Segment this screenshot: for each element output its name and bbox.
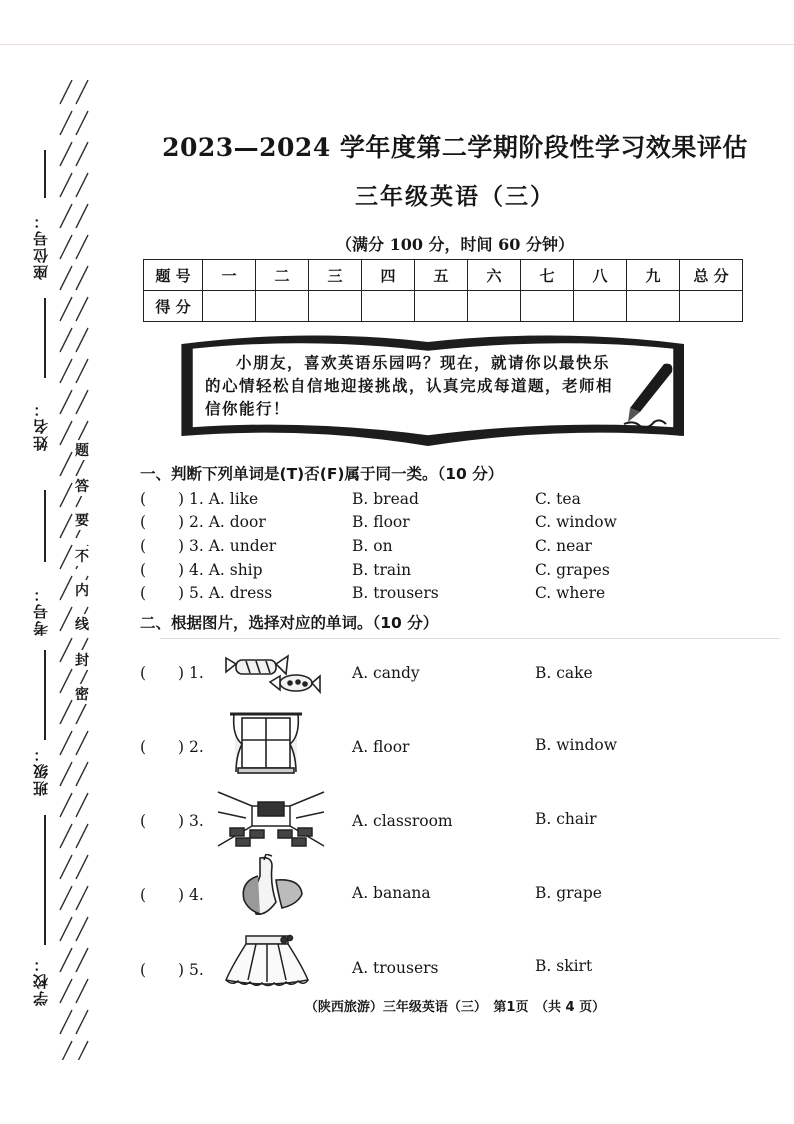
- binding-slash: [60, 421, 72, 445]
- seat-label: 座位号：: [32, 212, 50, 280]
- binding-slash: [60, 297, 72, 321]
- binding-slash: [76, 328, 88, 352]
- option-a: A. classroom: [352, 812, 453, 830]
- binding-slash: [60, 793, 72, 817]
- section-2-title: 二、根据图片，选择对应的单词。（10 分）: [140, 614, 439, 632]
- binding-slash: [60, 700, 72, 724]
- binding-slash: [76, 979, 88, 1003]
- binding-slash: [60, 390, 72, 414]
- binding-slash: [60, 452, 72, 476]
- score-cell[interactable]: [203, 291, 256, 322]
- intro-line: 小朋友，喜欢英语乐园吗？现在，就请你以最快乐: [236, 354, 611, 372]
- seal-char: 线: [73, 614, 91, 634]
- binding-slash-column: [56, 80, 96, 1060]
- binding-slash: [76, 731, 88, 755]
- score-cell[interactable]: [415, 291, 468, 322]
- answer-paren[interactable]: (: [140, 664, 147, 682]
- top-rule: [0, 44, 794, 45]
- answer-paren[interactable]: (: [140, 738, 147, 756]
- binding-slash: [76, 111, 88, 135]
- question-number: ) 5.: [178, 961, 204, 979]
- binding-slash: [60, 1010, 72, 1034]
- option-b: B. window: [535, 736, 617, 754]
- binding-slash: [60, 886, 72, 910]
- row-label: 题 号: [144, 260, 203, 291]
- binding-slash: [60, 917, 72, 941]
- exam-title: 2023—2024 学年度第二学期阶段性学习效果评估: [162, 133, 748, 162]
- question-number: ) 3.: [178, 812, 204, 830]
- score-cell[interactable]: [468, 291, 521, 322]
- binding-slash: [60, 80, 72, 104]
- banana-icon: [236, 854, 308, 920]
- answer-paren[interactable]: (: [140, 886, 147, 904]
- binding-slash: [76, 297, 88, 321]
- seal-char: 要: [73, 510, 91, 530]
- binding-slash: [60, 979, 72, 1003]
- question-option-b: B. trousers: [352, 584, 439, 602]
- column-header: 八: [574, 260, 627, 291]
- school-label: 学校：: [32, 955, 50, 1006]
- score-table: [143, 259, 743, 322]
- option-a: A. trousers: [352, 959, 439, 977]
- seal-char: 密: [73, 684, 91, 704]
- question-option-c: C. near: [535, 537, 592, 555]
- score-cell[interactable]: [627, 291, 680, 322]
- answer-paren[interactable]: (: [140, 961, 147, 979]
- score-cell[interactable]: [680, 291, 743, 322]
- binding-slash: [60, 111, 72, 135]
- binding-slash: [76, 142, 88, 166]
- option-b: B. cake: [535, 664, 593, 682]
- row-label: 得 分: [144, 291, 203, 322]
- exam-subtitle: 三年级英语（三）: [355, 183, 555, 210]
- binding-slash: [76, 359, 88, 383]
- seal-char: 不: [73, 546, 91, 566]
- school-line: [44, 815, 46, 945]
- score-cell[interactable]: [256, 291, 309, 322]
- binding-slash: [76, 917, 88, 941]
- score-table-header-row: [144, 260, 743, 291]
- name-label: 姓名：: [32, 400, 50, 451]
- binding-slash: [76, 266, 88, 290]
- question-option-a: ) 1. A. like: [178, 490, 259, 508]
- option-a: A. candy: [352, 664, 420, 682]
- question-option-b: B. on: [352, 537, 393, 555]
- seal-char: 内: [73, 580, 91, 600]
- question-option-c: C. where: [535, 584, 606, 602]
- exam-no-line: [44, 490, 46, 562]
- option-b: B. grape: [535, 884, 602, 902]
- answer-paren[interactable]: (: [140, 513, 147, 531]
- column-header: 一: [203, 260, 256, 291]
- binding-slash: [60, 855, 72, 879]
- binding-slash: [60, 514, 72, 538]
- binding-slash: [76, 1010, 88, 1034]
- binding-slash: [76, 824, 88, 848]
- binding-slash: [76, 204, 88, 228]
- column-header: 九: [627, 260, 680, 291]
- question-number: ) 1.: [178, 664, 204, 682]
- binding-slash: [60, 173, 72, 197]
- intro-line: 信你能行！: [205, 400, 291, 418]
- question-number: ) 4.: [178, 886, 204, 904]
- answer-paren[interactable]: (: [140, 490, 147, 508]
- binding-slash: [60, 204, 72, 228]
- question-number: ) 2.: [178, 738, 204, 756]
- question-option-b: B. floor: [352, 513, 410, 531]
- faint-divider: [160, 638, 780, 639]
- binding-slash: [76, 948, 88, 972]
- option-b: B. chair: [535, 810, 597, 828]
- score-cell[interactable]: [574, 291, 627, 322]
- binding-slash: [60, 669, 72, 693]
- question-option-b: B. train: [352, 561, 412, 579]
- classroom-icon: [216, 790, 326, 848]
- option-a: A. banana: [352, 884, 431, 902]
- section-1-title: 一、判断下列单词是(T)否(F)属于同一类。（10 分）: [140, 465, 504, 483]
- binding-slash: [60, 607, 72, 631]
- binding-slash: [76, 762, 88, 786]
- binding-slash: [60, 731, 72, 755]
- seal-char: 题: [73, 440, 91, 460]
- binding-slash: [60, 235, 72, 259]
- score-cell[interactable]: [521, 291, 574, 322]
- binding-slash: [60, 266, 72, 290]
- seal-char: 答: [73, 476, 91, 496]
- full-marks-note: （满分 100 分，时间 60 分钟）: [336, 235, 574, 254]
- name-line: [44, 298, 46, 378]
- seal-char: 封: [73, 650, 91, 670]
- binding-slash: [60, 824, 72, 848]
- binding-slash: [60, 545, 72, 569]
- binding-slash: [76, 793, 88, 817]
- column-header: 三: [309, 260, 362, 291]
- score-table-score-row: [144, 291, 743, 322]
- column-header: 七: [521, 260, 574, 291]
- skirt-icon: [222, 932, 312, 990]
- binding-slash: [76, 173, 88, 197]
- score-cell[interactable]: [362, 291, 415, 322]
- pen-icon: [618, 360, 678, 432]
- column-header: 四: [362, 260, 415, 291]
- option-a: A. floor: [352, 738, 410, 756]
- binding-slash: [60, 762, 72, 786]
- binding-slash: [76, 80, 88, 104]
- binding-slash: [60, 948, 72, 972]
- question-option-a: ) 3. A. under: [178, 537, 277, 555]
- question-option-a: ) 4. A. ship: [178, 561, 263, 579]
- answer-paren[interactable]: (: [140, 812, 147, 830]
- question-option-a: ) 5. A. dress: [178, 584, 273, 602]
- answer-paren[interactable]: (: [140, 537, 147, 555]
- binding-slash: [60, 359, 72, 383]
- class-label: 班级：: [32, 745, 50, 796]
- class-line: [44, 650, 46, 740]
- intro-line: 的心情轻松自信地迎接挑战，认真完成每道题，老师相: [205, 377, 614, 395]
- intro-text: [205, 352, 625, 421]
- binding-slash: [76, 235, 88, 259]
- binding-slash: [60, 142, 72, 166]
- column-header: 五: [415, 260, 468, 291]
- binding-slash: [76, 390, 88, 414]
- question-option-c: C. grapes: [535, 561, 610, 579]
- answer-paren[interactable]: (: [140, 584, 147, 602]
- question-option-c: C. tea: [535, 490, 581, 508]
- binding-slash: [60, 576, 72, 600]
- option-b: B. skirt: [535, 957, 593, 975]
- binding-slash: [76, 886, 88, 910]
- answer-paren[interactable]: (: [140, 561, 147, 579]
- seat-line: [44, 150, 46, 198]
- question-option-c: C. window: [535, 513, 617, 531]
- question-option-b: B. bread: [352, 490, 419, 508]
- score-cell[interactable]: [309, 291, 362, 322]
- binding-slash: [60, 1041, 72, 1060]
- question-option-a: ) 2. A. door: [178, 513, 266, 531]
- column-header: 二: [256, 260, 309, 291]
- page-footer: （陕西旅游）三年级英语（三） 第1页 （共 4 页）: [304, 1000, 606, 1015]
- window-icon: [228, 710, 304, 776]
- binding-slash: [60, 328, 72, 352]
- binding-slash: [60, 638, 72, 662]
- column-header: 总 分: [680, 260, 743, 291]
- column-header: 六: [468, 260, 521, 291]
- candy-icon: [222, 652, 322, 694]
- binding-slash: [60, 483, 72, 507]
- binding-slash: [76, 855, 88, 879]
- exam-no-label: 考号：: [32, 585, 50, 636]
- binding-slash: [76, 1041, 88, 1060]
